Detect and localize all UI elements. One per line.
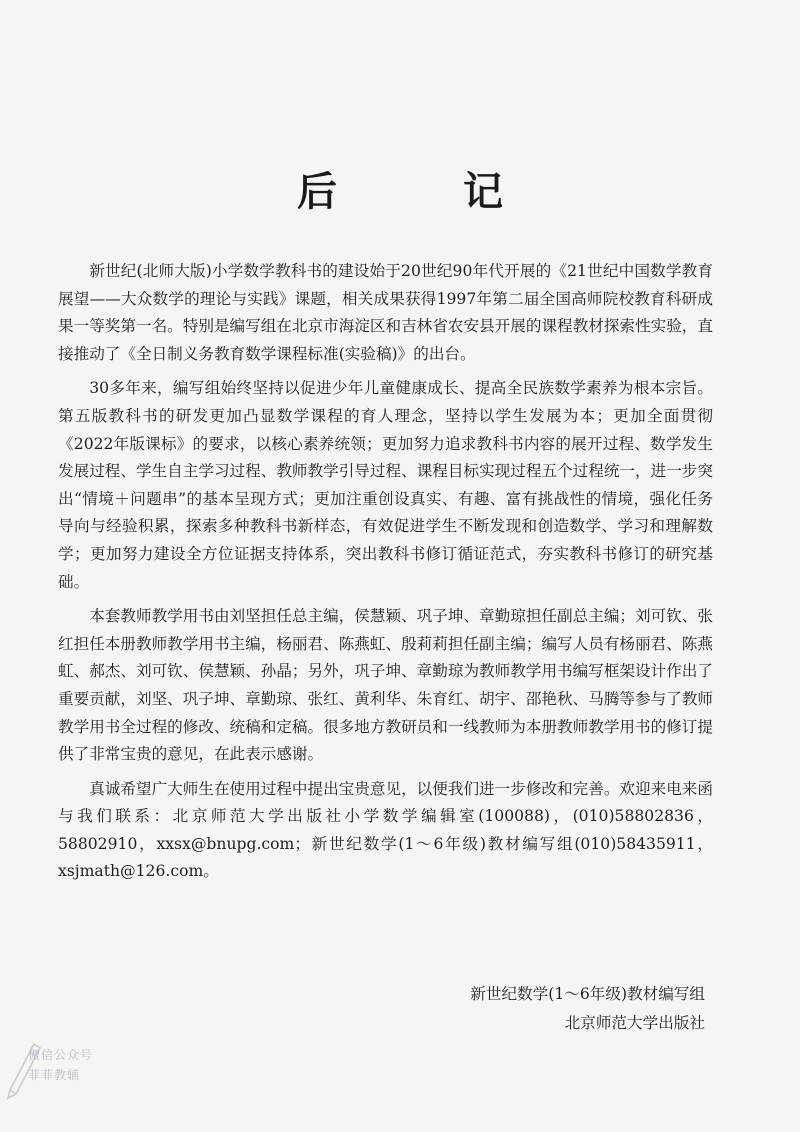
- paragraph-2: 30多年来，编写组始终坚持以促进少年儿童健康成长、提高全民族数学素养为根本宗旨。第五版教科书的研发更加凸显数学课程的育人理念，坚持以学生发展为本；更加全面贯彻《2022年版课标》的要求，以核心素养统领；更加努力追求教科书内容的展开过程、数学发生发展过程、学生自主学习过程、教师教学引导过程、课程目标实现过程五个过程统一，进一步突出“情境＋问题串”的基本呈现方式；更加注重创设真实、有趣、富有挑战性的情境，强化任务导向与经验积累，探索多种教科书新样态，有效促进学生不断发现和创造数学、学习和理解数学；更加努力建设全方位证据支持体系，突出教科书修订循证范式，夯实教科书修订的研究基础。: [58, 379, 713, 591]
- signature-block: [470, 980, 705, 1038]
- watermark: [4, 1032, 124, 1100]
- page-title: 后 记: [297, 169, 559, 215]
- paragraph-4: 真诚希望广大师生在使用过程中提出宝贵意见，以便我们进一步修改和完善。欢迎来电来函与我们联系：北京师范大学出版社小学数学编辑室(100088)，(010)58802836，58802910，xxsx@bnupg.com；新世纪数学(1～6年级)教材编写组(010)58435911，xsjmath@126.com。: [58, 779, 713, 881]
- signature-editor-group: 新世纪数学(1～6年级)教材编写组: [470, 985, 705, 1003]
- watermark-line-1: 微信公众号: [28, 1048, 94, 1062]
- afterword-body: [58, 258, 713, 893]
- watermark-line-2: 菲菲教辅: [28, 1068, 81, 1082]
- paragraph-3: 本套教师教学用书由刘坚担任总主编，侯慧颖、巩子坤、章勤琼担任副总主编；刘可钦、张红担任本册教师教学用书主编，杨丽君、陈燕虹、殷莉莉担任副主编；编写人员有杨丽君、陈燕虹、郝杰、刘可钦、侯慧颖、孙晶；另外，巩子坤、章勤琼为教师教学用书编写框架设计作出了重要贡献，刘坚、巩子坤、章勤琼、张红、黄利华、朱育红、胡宇、邵艳秋、马腾等参与了教师教学用书全过程的修改、统稿和定稿。很多地方教研员和一线教师为本册教师教学用书的修订提供了非常宝贵的意见，在此表示感谢。: [58, 607, 713, 764]
- paragraph-1: 新世纪(北师大版)小学数学教科书的建设始于20世纪90年代开展的《21世纪中国数学教育展望——大众数学的理论与实践》课题，相关成果获得1997年第二届全国高师院校教育科研成果一等奖第一名。特别是编写组在北京市海淀区和吉林省农安县开展的课程教材探索性实验，直接推动了《全日制义务教育数学课程标准(实验稿)》的出台。: [58, 262, 713, 363]
- signature-publisher: 北京师范大学出版社: [564, 1014, 705, 1032]
